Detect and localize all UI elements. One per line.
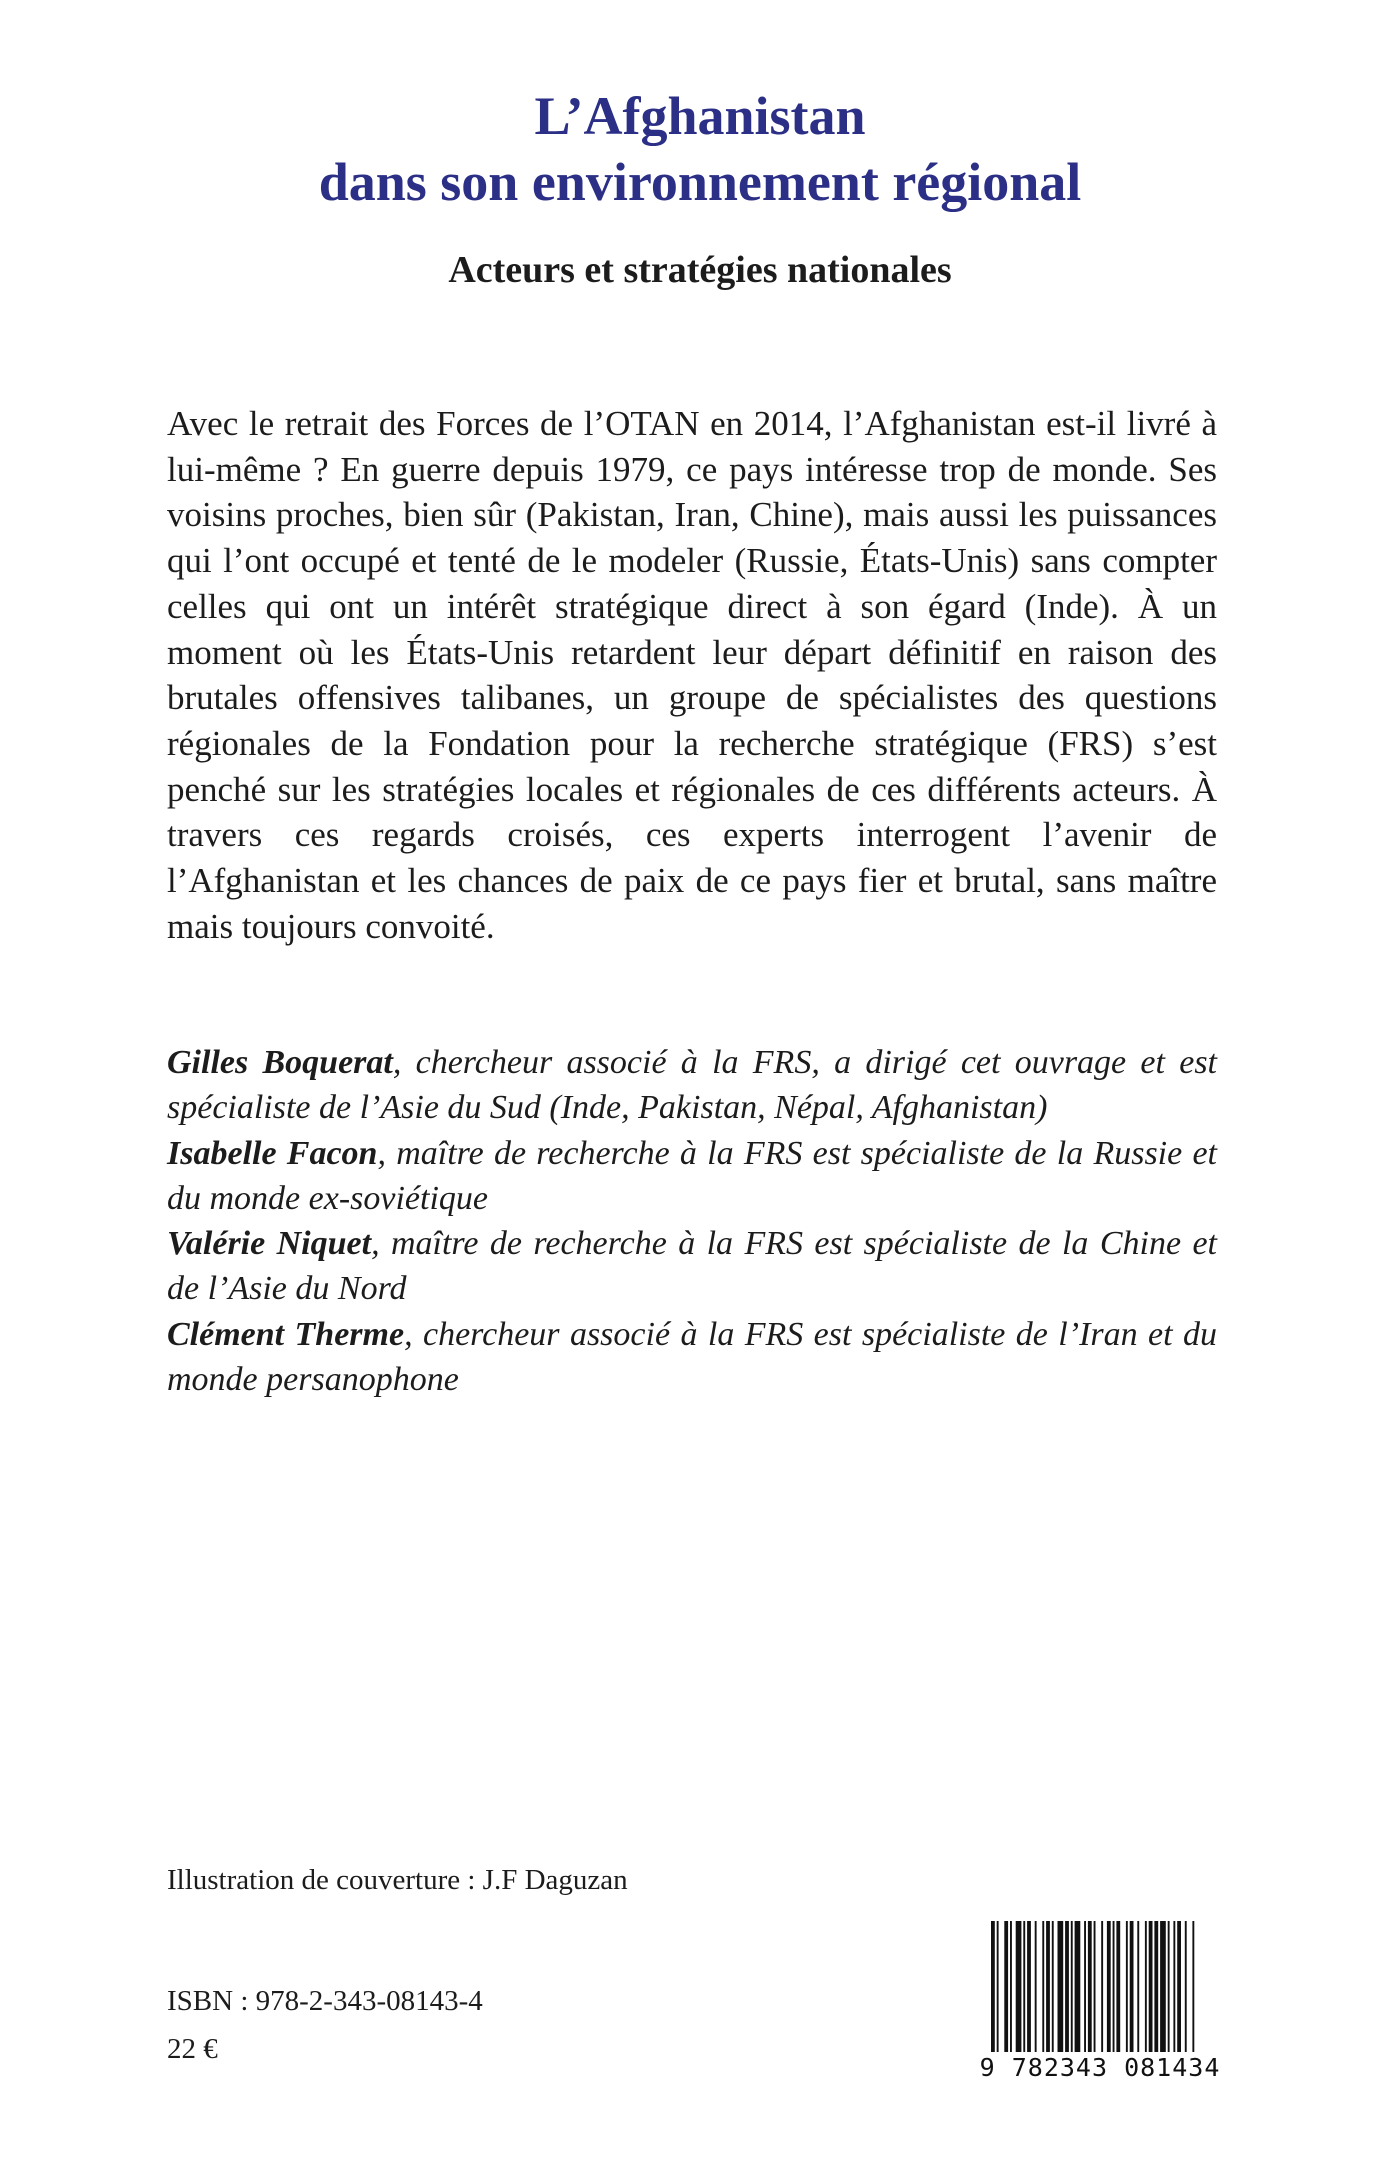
barcode-bar <box>1094 1921 1096 2059</box>
barcode-bar <box>1027 1921 1031 2059</box>
barcode-bar <box>1065 1921 1069 2059</box>
barcode-bar <box>1035 1921 1037 2059</box>
author-name: Clément Therme <box>167 1315 405 1353</box>
barcode-bar <box>1023 1921 1025 2059</box>
book-title-line-2: dans son environnement régional <box>318 152 1082 212</box>
price: 22 € <box>167 2033 218 2065</box>
author-description: , maître de recherche à la FRS est spécialiste de la Russie et du monde ex-soviétique <box>167 1134 1218 1217</box>
book-subtitle: Acteurs et stratégies nationales <box>448 249 952 291</box>
barcode-bar <box>1126 1921 1128 2059</box>
barcode-bar <box>1149 1921 1153 2059</box>
barcode-bar <box>1192 1921 1194 2059</box>
barcode-bar <box>1042 1921 1044 2059</box>
back-cover-blurb: Avec le retrait des Forces de l’OTAN en 2014, l’Afghanistan est-il livré à lui-même ? En guerre depuis 1979, ce pays intéresse trop de monde. Ses voisins proches, bien sûr (Pakistan, Iran, Chine), mais aussi les puissances qui l’ont occupé et tenté de le modeler (Russie, États-Unis) sans compter celles qui ont un intérêt stratégique direct à son égard (Inde). À un moment où les États-Unis retardent leur départ définitif en raison des brutales offensives talibanes, un groupe de spécialistes des questions régionales de la Fondation pour la recherche stratégique (FRS) s’est penché sur les stratégies locales et régionales de ces différents acteurs. À travers ces regards croisés, ces experts interrogent l’avenir de l’Afghanistan et les chances de paix de ce pays fier et brutal, sans maître mais toujours convoité. <box>167 404 1217 946</box>
barcode-digits: 9 782343 081434 <box>977 2052 1223 2084</box>
barcode-bar <box>1137 1921 1139 2059</box>
barcode-bar <box>991 1921 995 2059</box>
author-description: , chercheur associé à la FRS, a dirigé cet ouvrage et est spécialiste de l’Asie du Sud (Inde, Pakistan, Népal, Afghanistan) <box>167 1044 1217 1127</box>
barcode-bar <box>997 1921 999 2059</box>
author-bio <box>167 1040 1217 1131</box>
barcode-bar <box>1173 1921 1175 2059</box>
barcode-bar <box>1084 1921 1086 2059</box>
author-name: Valérie Niquet <box>167 1225 372 1263</box>
author-name: Gilles Boquerat <box>167 1044 393 1081</box>
barcode-bar <box>1145 1921 1147 2059</box>
barcode-bar <box>1177 1921 1181 2059</box>
barcode-bar <box>1116 1921 1120 2059</box>
author-bio <box>167 1312 1217 1403</box>
barcode-bar <box>1010 1921 1012 2059</box>
barcode-bar <box>1154 1921 1158 2059</box>
isbn: ISBN : 978-2-343-08143-4 <box>167 1985 483 2017</box>
barcode-bar <box>1088 1921 1092 2059</box>
barcode-bar <box>1004 1921 1008 2059</box>
barcode-bar <box>1107 1921 1111 2059</box>
author-bios <box>167 1040 1217 1402</box>
barcode-bar <box>1058 1921 1064 2059</box>
author-name: Isabelle Facon <box>167 1134 378 1172</box>
barcode-bar <box>1130 1921 1134 2059</box>
barcode-bar <box>1052 1921 1054 2059</box>
barcode-bar <box>1016 1921 1022 2059</box>
barcode-bar <box>1101 1921 1103 2059</box>
author-bio <box>167 1221 1217 1312</box>
barcode-bar <box>1071 1921 1073 2059</box>
barcode-bar <box>1113 1921 1115 2059</box>
illustration-credit: Illustration de couverture : J.F Daguzan <box>167 1864 628 1896</box>
barcode-bar <box>1160 1921 1166 2059</box>
isbn-barcode <box>977 1921 1223 2087</box>
barcode-bar <box>1168 1921 1170 2059</box>
author-bio <box>167 1131 1217 1222</box>
author-description: , chercheur associé à la FRS est spécialiste de l’Iran et du monde persanophone <box>167 1315 1217 1399</box>
barcode-bar <box>1075 1921 1081 2059</box>
barcode-bar <box>1046 1921 1050 2059</box>
book-title-line-1: L’Afghanistan <box>534 86 866 146</box>
barcode-bar <box>1185 1921 1187 2059</box>
author-description: , maître de recherche à la FRS est spécialiste de la Chine et de l’Asie du Nord <box>167 1225 1217 1308</box>
